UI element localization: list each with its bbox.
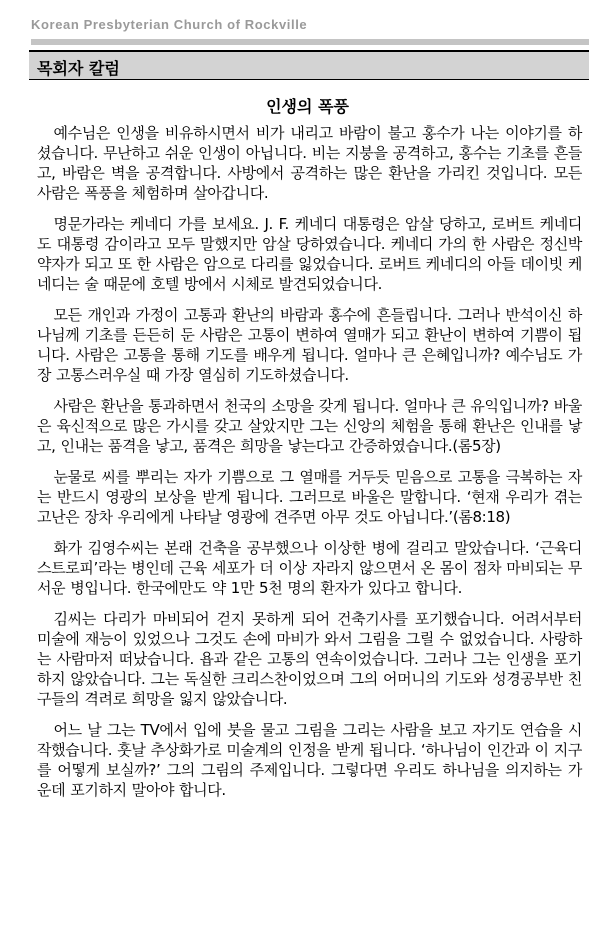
paragraph-8: 어느 날 그는 TV에서 입에 붓을 물고 그림을 그리는 사람을 보고 자기도 연습을 시작했습니다. 훗날 추상화가로 미술계의 인정을 받게 됩니다. ‘하나님이 인간과 이 지구를 어떻게 보실까?’ 그의 그림의 주제입니다. 그렇다면 우리도 하나님을 의지하는 가운데 포기하지 말아야 합니다. [37, 721, 582, 799]
paragraph-1: 예수님은 인생을 비유하시면서 비가 내리고 바람이 불고 홍수가 나는 이야기를 하셨습니다. 무난하고 쉬운 인생이 아닙니다. 비는 지붕을 공격하고, 홍수는 기초를 흔들고, 바람은 벽을 공격합니다. 사방에서 공격하는 많은 환난을 가리킨 것입니다. 모든 사람은 폭풍을 체험하며 살아갑니다. [37, 124, 582, 202]
paragraph-5: 눈물로 씨를 뿌리는 자가 기쁨으로 그 열매를 거두듯 믿음으로 고통을 극복하는 자는 반드시 영광의 보상을 받게 됩니다. 그러므로 바울은 말합니다. ‘현재 우리가 겪는 고난은 장차 우리에게 나타날 영광에 견주면 아무 것도 아닙니다.’(롬8:18) [37, 468, 582, 526]
paragraph-4: 사람은 환난을 통과하면서 천국의 소망을 갖게 됩니다. 얼마나 큰 유익입니까? 바울은 육신적으로 많은 가시를 갖고 살았지만 그는 신앙의 체험을 통해 환난은 인내를 낳고, 인내는 품격을 낳고, 품격은 희망을 낳는다고 간증하였습니다.(롬5장) [37, 397, 582, 455]
section-header-bar [29, 50, 589, 80]
paragraph-3: 모든 개인과 가정이 고통과 환난의 바람과 홍수에 흔들립니다. 그러나 반석이신 하나님께 기초를 든든히 둔 사람은 고통이 변하여 열매가 되고 환난이 변하여 기쁨이 됩니다. 사람은 고통을 통해 기도를 배우게 됩니다. 얼마나 큰 은혜입니까? 예수님도 가장 고통스러우실 때 가장 열심히 기도하셨습니다. [37, 306, 582, 384]
article-title: 인생의 폭풍 [266, 97, 349, 116]
paragraph-6: 화가 김영수씨는 본래 건축을 공부했으나 이상한 병에 걸리고 말았습니다. ‘근육디스트로피’라는 병인데 근육 세포가 더 이상 자라지 않으면서 온 몸이 점차 마비되는 무서운 병입니다. 한국에만도 약 1만 5천 명의 환자가 있다고 합니다. [37, 539, 582, 597]
paragraph-7: 김씨는 다리가 마비되어 걷지 못하게 되어 건축기사를 포기했습니다. 어려서부터 미술에 재능이 있었으나 그것도 손에 마비가 와서 그림을 그릴 수 없었습니다. 사랑하는 사람마저 떠났습니다. 욥과 같은 고통의 연속이었습니다. 그러나 그는 인생을 포기하지 않았습니다. 그는 독실한 크리스찬이었으며 그의 어머니의 기도와 성경공부반 친구들의 격려로 희망을 잃지 않았습니다. [37, 610, 582, 708]
article-body [37, 123, 582, 811]
paragraph-2: 명문가라는 케네디 가를 보세요. J. F. 케네디 대통령은 암살 당하고, 로버트 케네디도 대통령 감이라고 모두 말했지만 암살 당하였습니다. 케네디 가의 한 사람은 정신박약자가 되고 또 한 사람은 암으로 다리를 잃었습니다. 로버트 케네디의 아들 데이빗 케네디는 술 때문에 호텔 방에서 시체로 발견되었습니다. [37, 215, 582, 293]
section-title: 목회자 칼럼 [37, 59, 120, 78]
church-masthead: Korean Presbyterian Church of Rockville [31, 17, 308, 32]
masthead-rule [31, 39, 589, 45]
